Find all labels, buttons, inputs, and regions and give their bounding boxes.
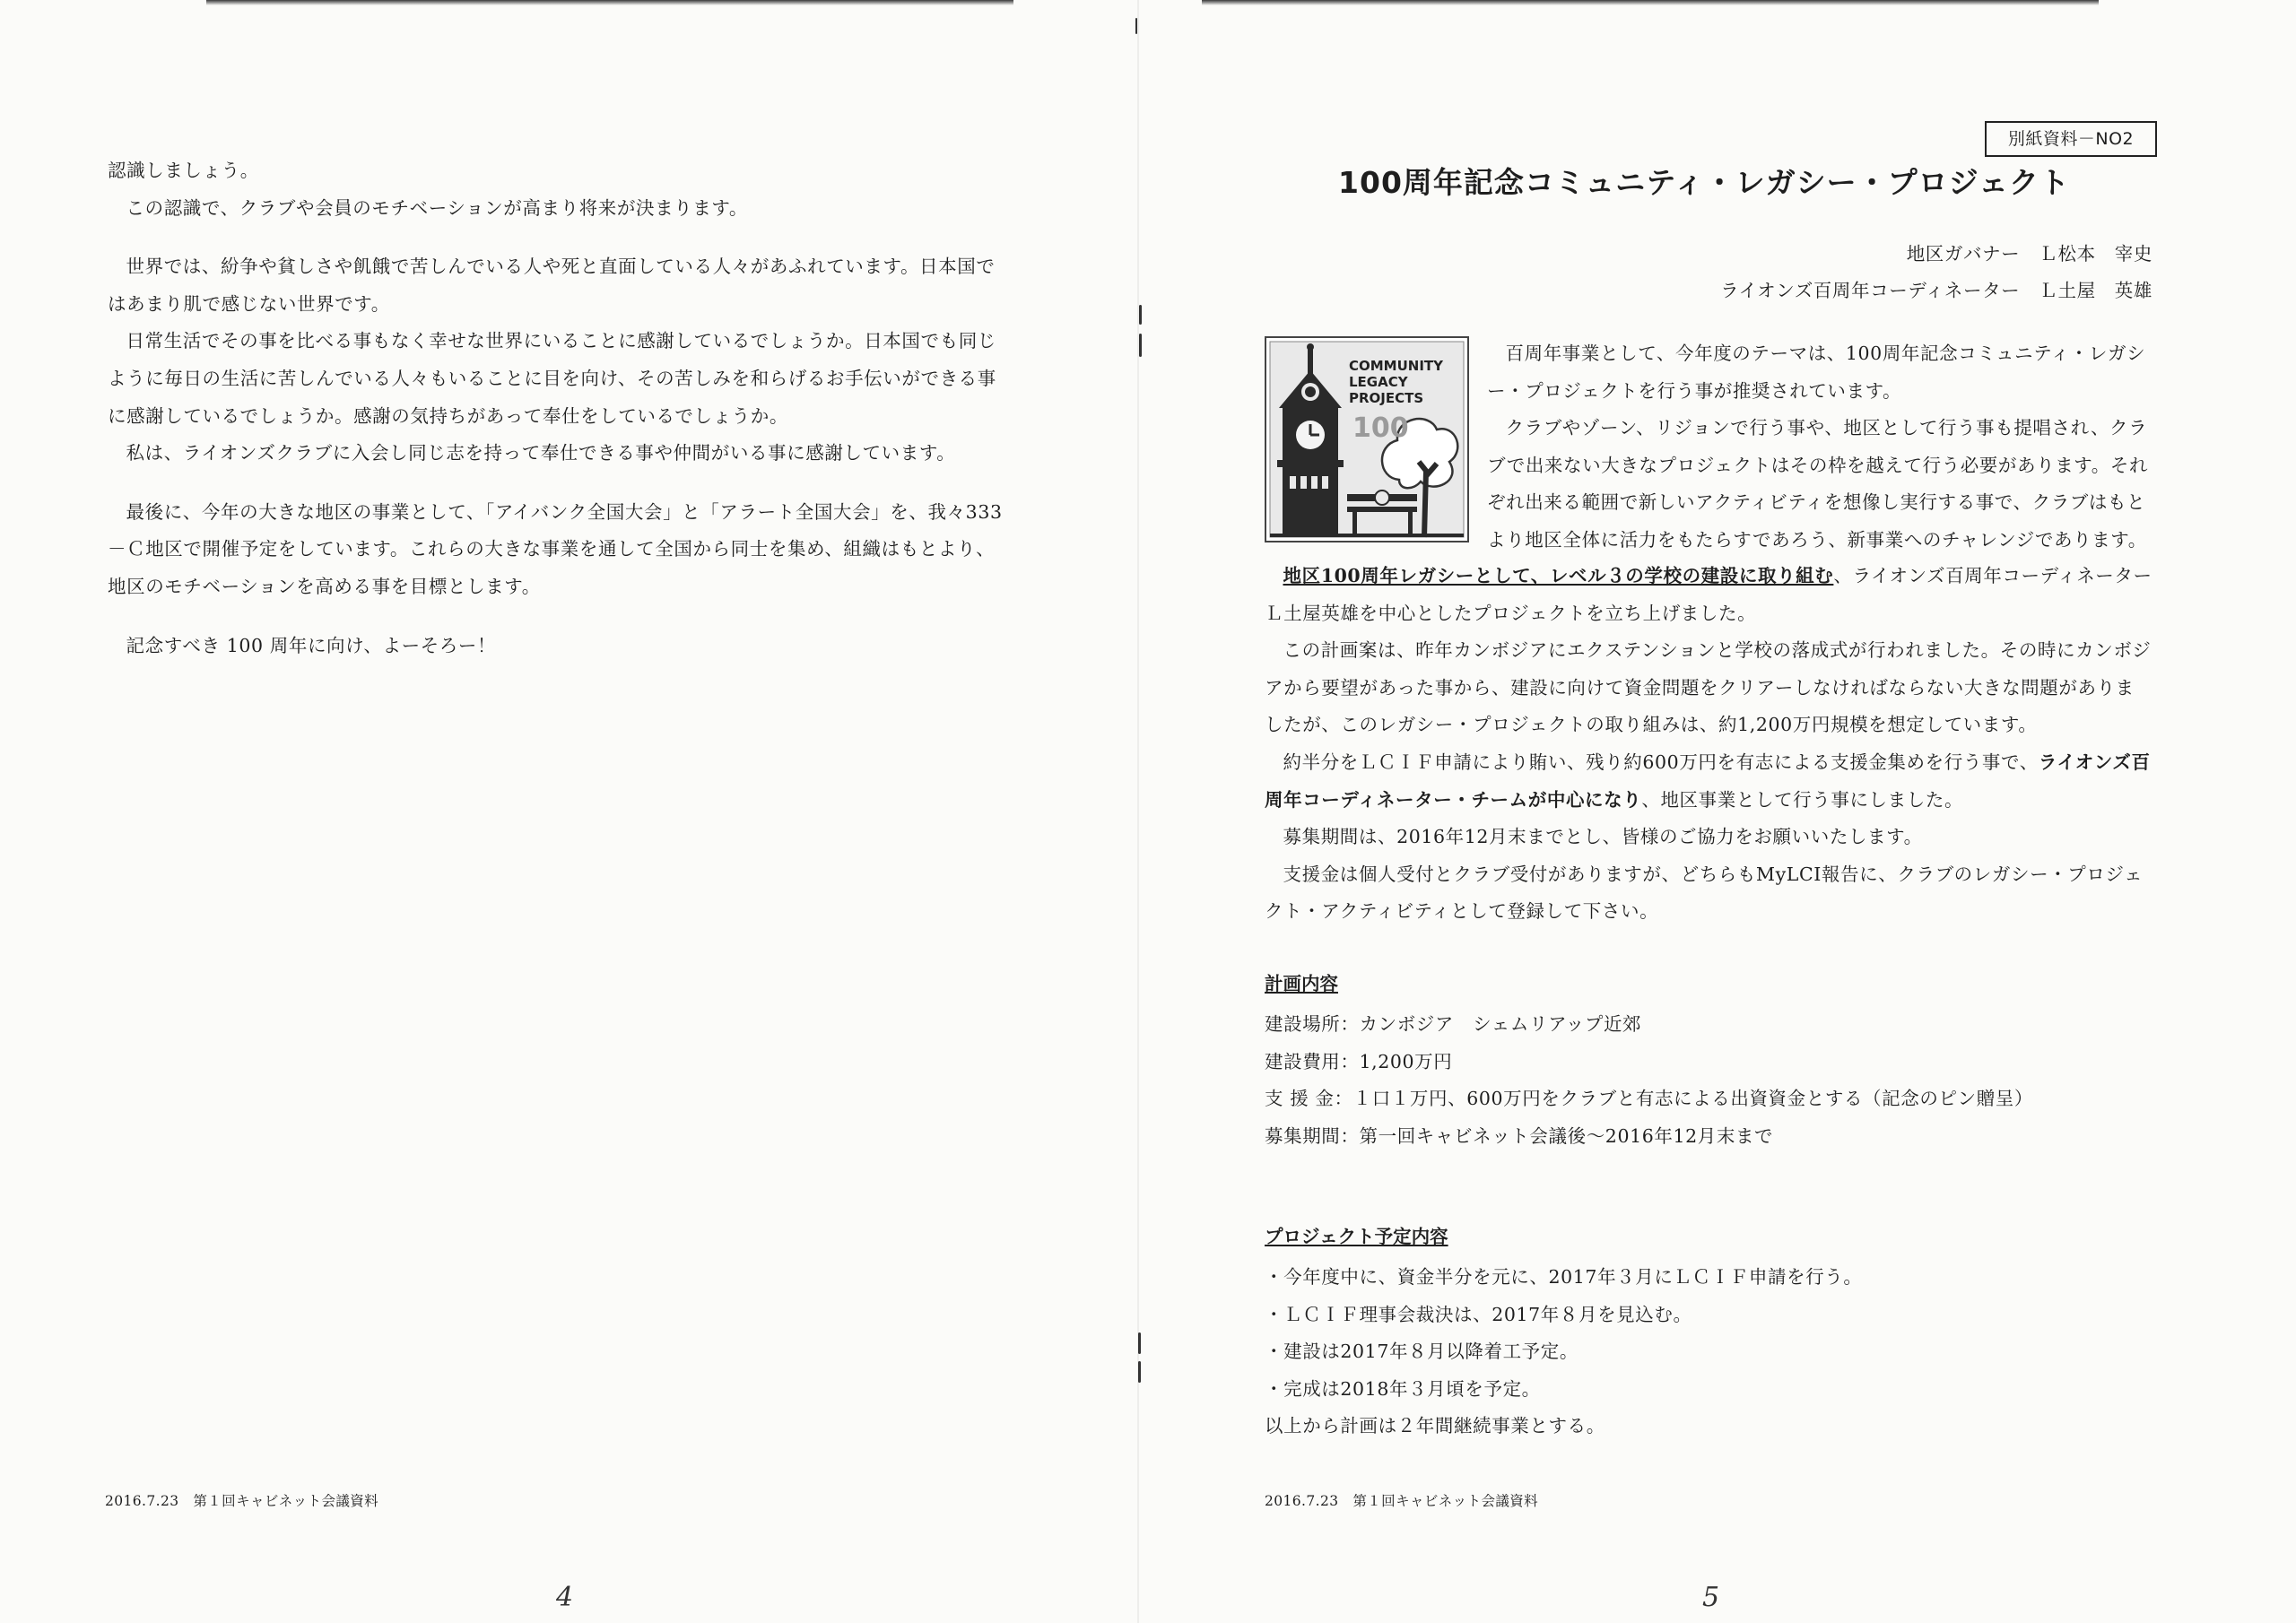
project-item: ・ＬＣＩＦ理事会裁決は、2017年８月を見込む。: [1265, 1303, 1692, 1325]
emphasis-coordinator-team: ライオンズ百周年コーディネーター・チームが中心になり: [1265, 751, 2151, 811]
logo-text-100: 100: [1352, 412, 1409, 444]
project-item: ・今年度中に、資金半分を元に、2017年３月にＬＣＩＦ申請を行う。: [1265, 1266, 1863, 1288]
body-paragraph: [1265, 744, 2152, 819]
body-text: 約半分をＬＣＩＦ申請により賄い、残り約600万円を有志による支援金集めを行う事で、: [1283, 751, 2039, 773]
logo-text-community: COMMUNITY: [1349, 358, 1444, 374]
author-governor: 地区ガバナー Ｌ松本 宰史: [1906, 243, 2152, 265]
intro-paragraph: 百周年事業として、今年度のテーマは、100周年記念コミュニティ・レガシー・プロジェクトを行う事が推奨されています。: [1487, 343, 2146, 402]
right-footer: 2016.7.23 第１回キャビネット会議資料: [1265, 1493, 1539, 1509]
left-page: [0, 0, 1139, 1623]
plan-heading: 計画内容: [1265, 973, 1338, 994]
emphasis-legacy-school: 地区100周年レガシーとして、レベル３の学校の建設に取り組む: [1283, 565, 1834, 586]
intro-paragraph: クラブやゾーン、リジョンで行う事や、地区として行う事も提唱され、クラブで出来ない大きなプロジェクトはその枠を越えて行う必要があります。それぞれ出来る範囲で新しいアクティビティを想像し実行する事で、クラブはもとより地区全体に活力をもたらすであろう、新事業へのチャレンジであります。: [1487, 417, 2149, 551]
body-paragraph: [1265, 558, 2152, 632]
binding-mark: [1135, 18, 1137, 34]
intro-text: [1487, 335, 2152, 560]
binding-mark: [1138, 1361, 1141, 1383]
left-paragraph: 日常生活でその事を比べる事もなく幸せな世界にいることに感謝しているでしょうか。日本国でも同じように毎日の生活に苦しんでいる人々もいることに目を向け、その苦しみを和らげるお手伝いができる事に感謝しているでしょうか。感謝の気持ちがあって奉仕をしているでしょうか。: [108, 330, 996, 427]
left-paragraph: 最後に、今年の大きな地区の事業として、「アイバンク全国大会」と「アラート全国大会」を、我々333－Ｃ地区で開催予定をしています。これらの大きな事業を通して全国から同士を集め、組織はもとより、地区のモチベーションを高める事を目標とします。: [108, 500, 1003, 597]
document-title: 100周年記念コミュニティ・レガシー・プロジェクト: [1338, 165, 2070, 200]
plan-list: [1265, 1006, 2152, 1155]
body-text: 、ライオンズ百周年コーディネーターＬ土屋英雄を中心としたプロジェクトを立ち上げました。: [1265, 565, 2152, 624]
body-paragraph: この計画案は、昨年カンボジアにエクステンションと学校の落成式が行われました。その時にカンボジアから要望があった事から、建設に向けて資金問題をクリアーしなければならない大きな問題がありましたが、このレガシー・プロジェクトの取り組みは、約1,200万円規模を想定しています。: [1265, 639, 2152, 736]
project-heading: プロジェクト予定内容: [1265, 1226, 1448, 1247]
left-paragraph: 認識しましょう。: [108, 160, 259, 181]
left-footer: 2016.7.23 第１回キャビネット会議資料: [105, 1493, 379, 1509]
main-body-text: [1265, 558, 2152, 931]
scan-edge-shadow: [206, 0, 1013, 5]
project-item: ・完成は2018年３月頃を予定。: [1265, 1377, 1541, 1400]
paragraph-gap: [108, 606, 1013, 628]
left-page-number: 4: [556, 1582, 574, 1613]
scan-edge-shadow: [1202, 0, 2099, 5]
plan-item: 建設場所：カンボジア シェムリアップ近郊: [1265, 1013, 1642, 1035]
community-legacy-projects-logo: [1265, 336, 1469, 542]
plan-item: 募集期間：第一回キャビネット会議後～2016年12月末まで: [1265, 1124, 1774, 1147]
left-page-body: [108, 152, 1013, 664]
left-paragraph: 世界では、紛争や貧しさや飢餓で苦しんでいる人や死と直面している人々があふれています。日本国ではあまり肌で感じない世界です。: [108, 256, 996, 315]
author-coordinator: ライオンズ百周年コーディネーター Ｌ土屋 英雄: [1720, 280, 2152, 301]
logo-text-projects: PROJECTS: [1349, 390, 1424, 406]
right-page-number: 5: [1702, 1582, 1720, 1613]
project-item: ・建設は2017年８月以降着工予定。: [1265, 1341, 1578, 1363]
binding-mark: [1138, 1332, 1141, 1354]
body-paragraph: 支援金は個人受付とクラブ受付がありますが、どちらもMyLCI報告に、クラブのレガシー・プロジェクト・アクティビティとして登録して下さい。: [1265, 863, 2144, 923]
left-paragraph: この認識で、クラブや会員のモチベーションが高まり将来が決まります。: [126, 196, 748, 219]
binding-mark: [1139, 305, 1142, 325]
left-paragraph: 私は、ライオンズクラブに入会し同じ志を持って奉仕できる事や仲間がいる事に感謝しています。: [126, 442, 956, 464]
paragraph-gap: [108, 227, 1013, 248]
logo-text-legacy: LEGACY: [1349, 374, 1408, 390]
binding-mark: [1139, 334, 1142, 357]
left-paragraph: 記念すべき 100 周年に向け、よーそろー！: [126, 634, 497, 656]
paragraph-gap: [108, 473, 1013, 494]
project-item: 以上から計画は２年間継続事業とする。: [1265, 1415, 1605, 1437]
plan-item: 建設費用：1,200万円: [1265, 1050, 1453, 1072]
attachment-stamp: 別紙資料－NO2: [1985, 121, 2157, 157]
project-list: [1265, 1259, 2152, 1445]
body-text: 、地区事業として行う事にしました。: [1641, 788, 1964, 811]
plan-item: 支 援 金：１口１万円、600万円をクラブと有志による出資資金とする（記念のピン贈呈）: [1265, 1088, 2033, 1110]
body-paragraph: 募集期間は、2016年12月末までとし、皆様のご協力をお願いいたします。: [1283, 826, 1923, 848]
